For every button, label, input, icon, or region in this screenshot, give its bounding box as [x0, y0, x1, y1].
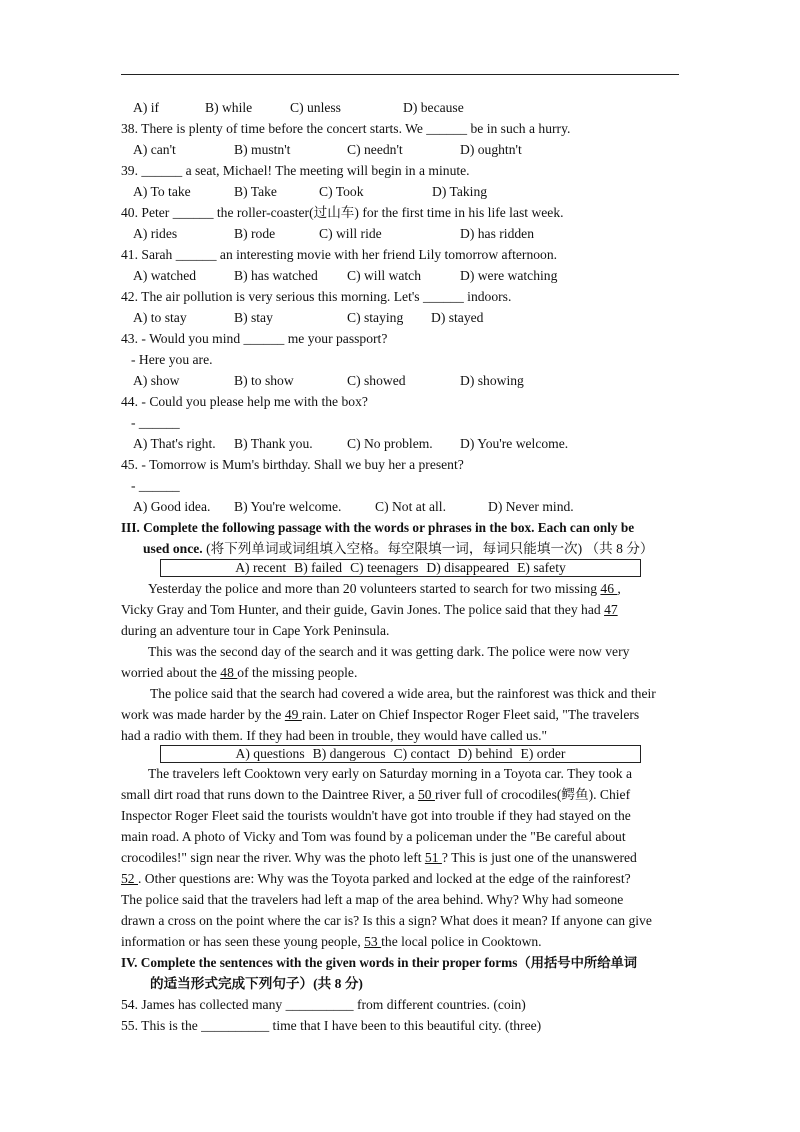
p4-line1: The travelers left Cooktown very early on Saturday morning in a Toyota car. They took a: [148, 766, 633, 781]
q41-option-a: A) watched: [133, 268, 197, 283]
blank-46: 46: [600, 581, 618, 596]
q45-option-b: B) You're welcome.: [234, 499, 342, 514]
p2-line1: This was the second day of the search and it was getting dark. The police were now very: [148, 644, 630, 659]
q44-option-a: A) That's right.: [133, 436, 216, 451]
q39-option-c: C) Took: [319, 184, 364, 199]
p4-line2: [121, 786, 681, 803]
section4-heading-line1: IV. Complete the sentences with the given words in their proper forms（用括号中所给单词: [121, 955, 638, 970]
p4-line8: drawn a cross on the point where the car is? Is this a sign? What does it mean? If anyone can give: [121, 913, 652, 928]
q54: 54. James has collected many __________ from different countries. (coin): [121, 997, 526, 1012]
q42-options: [133, 309, 693, 326]
q40-option-b: B) rode: [234, 226, 276, 241]
section3-heading-line2: [143, 540, 703, 557]
q43-option-c: C) showed: [347, 373, 406, 388]
p2-line2-text-b: of the missing people.: [237, 665, 358, 680]
p4-line2-text-a: small dirt road that runs down to the Daintree River, a: [121, 787, 418, 802]
q42-option-c: C) staying: [347, 310, 404, 325]
word-box-1-a: A) recent: [235, 560, 287, 575]
p3-line2-text-a: work was made harder by the: [121, 707, 285, 722]
q41-option-d: D) were watching: [460, 268, 558, 283]
p1-line1-text: Yesterday the police and more than 20 volunteers started to search for two missing: [148, 581, 597, 596]
p4-line4: main road. A photo of Vicky and Tom was found by a policeman under the "Be careful about: [121, 829, 626, 844]
p4-line9-text-a: information or has seen these young people,: [121, 934, 365, 949]
q45-reply: - ______: [131, 478, 180, 493]
q38-options: [133, 141, 693, 158]
q43-option-b: B) to show: [234, 373, 294, 388]
blank-53: 53: [364, 934, 382, 949]
section4-heading-line2: 的适当形式完成下列句子）(共 8 分): [150, 976, 363, 991]
blank-51: 51: [424, 850, 442, 865]
q45-option-d: D) Never mind.: [488, 499, 574, 514]
q40-option-a: A) rides: [133, 226, 178, 241]
p4-line6-text: . Other questions are: Why was the Toyota parked and locked at the edge of the rainforest?: [138, 871, 631, 886]
p4-line5: [121, 849, 681, 866]
q44-options: [133, 435, 693, 452]
q43-reply: - Here you are.: [131, 352, 213, 367]
q39-stem: 39. ______ a seat, Michael! The meeting will begin in a minute.: [121, 163, 470, 178]
word-box-1-e: E) safety: [517, 560, 566, 575]
q41-stem: 41. Sarah ______ an interesting movie with her friend Lily tomorrow afternoon.: [121, 247, 558, 262]
q40-stem: 40. Peter ______ the roller-coaster(过山车) for the first time in his life last week.: [121, 205, 564, 220]
q55: 55. This is the __________ time that I have been to this beautiful city. (three): [121, 1018, 542, 1033]
q44-reply: - ______: [131, 415, 180, 430]
q41-option-c: C) will watch: [347, 268, 421, 283]
q37-option-c: C) unless: [290, 100, 341, 115]
q38-stem: 38. There is plenty of time before the concert starts. We ______ be in such a hurry.: [121, 121, 571, 136]
p4-line6: [121, 870, 681, 887]
blank-52: 52: [121, 871, 138, 886]
q44-option-b: B) Thank you.: [234, 436, 313, 451]
q40-option-c: C) will ride: [319, 226, 382, 241]
header-rule: [121, 74, 679, 75]
q37-option-b: B) while: [205, 100, 253, 115]
p3-line3: had a radio with them. If they had been in trouble, they would have called us.": [121, 728, 548, 743]
q43-options: [133, 372, 693, 389]
q41-options: [133, 267, 693, 284]
p3-line2-text-b: rain. Later on Chief Inspector Roger Fleet said, "The travelers: [301, 707, 640, 722]
q40-options: [133, 225, 693, 242]
q42-option-b: B) stay: [234, 310, 273, 325]
q44-stem: 44. - Could you please help me with the box?: [121, 394, 368, 409]
word-box-1-c: C) teenagers: [350, 560, 419, 575]
q45-option-c: C) Not at all.: [375, 499, 446, 514]
q42-option-d: D) stayed: [431, 310, 484, 325]
p2-line2-text-a: worried about the: [121, 665, 221, 680]
q37-options: [133, 99, 693, 116]
p4-line7: The police said that the travelers had left a map of the area behind. Why? Why had someone: [121, 892, 624, 907]
q43-stem: 43. - Would you mind ______ me your passport?: [121, 331, 388, 346]
blank-49: 49: [284, 707, 302, 722]
blank-48: 48: [220, 665, 238, 680]
q45-option-a: A) Good idea.: [133, 499, 211, 514]
word-box-2-a: A) questions: [235, 746, 305, 761]
p4-line2-text-b: river full of crocodiles(鳄鱼). Chief: [434, 787, 631, 802]
section3-heading-line1: III. Complete the following passage with the words or phrases in the box. Each can only be: [121, 520, 635, 535]
q38-option-c: C) needn't: [347, 142, 403, 157]
q42-stem: 42. The air pollution is very serious this morning. Let's ______ indoors.: [121, 289, 512, 304]
p1-line2-text: Vicky Gray and Tom Hunter, and their guide, Gavin Jones. The police said that they had: [121, 602, 601, 617]
word-box-2-c: C) contact: [393, 746, 450, 761]
q43-option-d: D) showing: [460, 373, 524, 388]
q38-option-d: D) oughtn't: [460, 142, 522, 157]
q39-options: [133, 183, 693, 200]
q40-option-d: D) has ridden: [460, 226, 534, 241]
word-box-2-e: E) order: [520, 746, 566, 761]
q39-option-a: A) To take: [133, 184, 191, 199]
blank-47: 47: [604, 602, 618, 617]
q42-option-a: A) to stay: [133, 310, 187, 325]
q44-option-d: D) You're welcome.: [460, 436, 569, 451]
blank-50: 50: [417, 787, 435, 802]
word-box-1: [160, 559, 641, 577]
word-box-1-b: B) failed: [294, 560, 343, 575]
q38-option-a: A) can't: [133, 142, 176, 157]
p3-line2: [121, 706, 681, 723]
p3-line1: The police said that the search had covered a wide area, but the rainforest was thick and their: [150, 686, 656, 701]
q41-option-b: B) has watched: [234, 268, 318, 283]
section3-heading-note: (将下列单词或词组填入空格。每空限填一词，每词只能填一次) （共 8 分）: [202, 541, 654, 556]
word-box-1-d: D) disappeared: [426, 560, 510, 575]
p4-line9-text-b: the local police in Cooktown.: [381, 934, 542, 949]
q39-option-d: D) Taking: [432, 184, 488, 199]
word-box-2: [160, 745, 641, 763]
p1-line2: [121, 601, 681, 618]
p4-line9: [121, 933, 681, 950]
section3-heading-bold: used once.: [143, 541, 203, 556]
q37-option-d: D) because: [403, 100, 464, 115]
p1-line3: during an adventure tour in Cape York Peninsula.: [121, 623, 390, 638]
q44-option-c: C) No problem.: [347, 436, 433, 451]
p1-line1: Yesterday the police and more than 20 volunteers started to search for two missing 46 ,: [148, 581, 621, 596]
q38-option-b: B) mustn't: [234, 142, 291, 157]
q37-option-a: A) if: [133, 100, 160, 115]
word-box-2-d: D) behind: [457, 746, 513, 761]
q39-option-b: B) Take: [234, 184, 277, 199]
p4-line3: Inspector Roger Fleet said the tourists wouldn't have got into trouble if they had stayed on the: [121, 808, 631, 823]
p4-line5-text-a: crocodiles!" sign near the river. Why was the photo left: [121, 850, 425, 865]
q45-options: [133, 498, 693, 515]
q43-option-a: A) show: [133, 373, 180, 388]
word-box-2-b: B) dangerous: [312, 746, 386, 761]
p4-line5-text-b: ? This is just one of the unanswered: [441, 850, 637, 865]
p2-line2: [121, 664, 681, 681]
q45-stem: 45. - Tomorrow is Mum's birthday. Shall we buy her a present?: [121, 457, 464, 472]
